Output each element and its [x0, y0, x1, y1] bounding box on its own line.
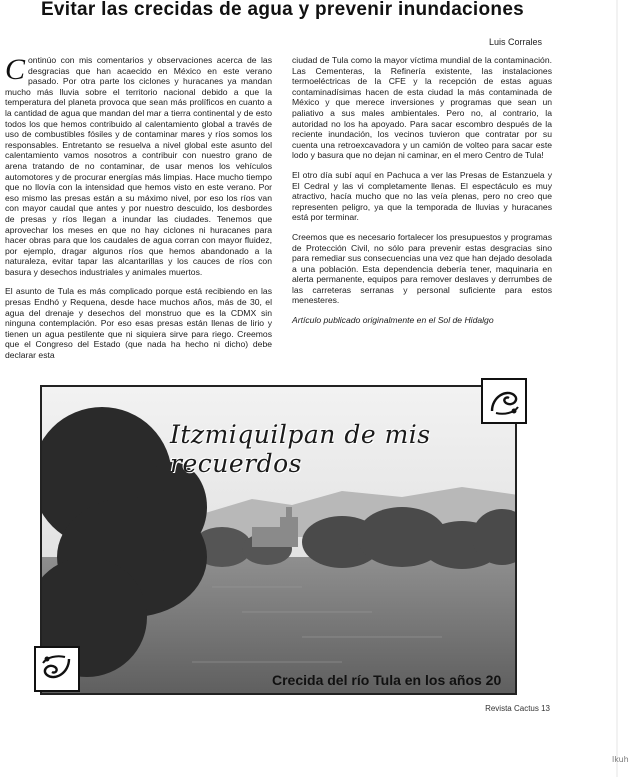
page-side-mark: lkuh	[612, 755, 629, 764]
left-column	[5, 55, 272, 361]
right-column	[292, 55, 552, 335]
floral-ornament-icon	[34, 646, 80, 692]
article-title: Evitar las crecidas de agua y prevenir inundaciones	[40, 0, 525, 20]
swirl-icon	[486, 383, 522, 419]
source-note: Artículo publicado originalmente en el Sol de Hidalgo	[292, 315, 494, 326]
paragraph-4: El otro día subí aquí en Pachuca a ver las Presas de Estanzuela y El Cedral y las vi completamente llenas. El espectáculo es muy atractivo, hacía mucho que no las veía plenas, pero no creo que representen peligro, ya que la temporada de lluvias y huracanes está por terminar.	[292, 169, 552, 223]
paragraph-1-text: ontinúo con mis comentarios y observaciones acerca de las desgracias que han acaecido en México en este verano pasado. Por otra parte los ciclones y huracanes ya mandan mucho más lluvia sobre el territorio nacional debido a que la temperatura del planeta provoca que sean más prolíficos en cuanto a la cantidad de agua que mandan del mar a tierra continental y de esto todos los que hemos contribuido al calentamiento global a través de uso de combustibles fósiles y de contaminar mares y ríos somos los responsables. Entretanto se resuelva a nivel global este asunto del calentamiento vamos nosotros a contribuir con nuestro grano de arena tratando de no contaminar, de usar menos los vehículos automotores y de procurar energías más limpias. Hace mucho tiempo que no llovía con la intensidad que hemos visto en este verano. Por eso mismo las presas están a su máximo nivel, por eso los ríos van con mayor caudal que antes y por nuestro descuido, los desbordes de presas y ríos llegan a inundar las ciudades. Tenemos que aprovechar los meses en que no hay ciclones ni huracanes para hacer obras para que los caudales de agua corran con mayor fluidez, por ejemplo, dragar algunos ríos que hemos abandonado a la naturaleza, evitar tapar las alcantarillas y los cauces de ríos con basura y desechos industriales y animales muertos.	[5, 55, 272, 277]
magazine-footer: Revista Cactus 13	[485, 704, 550, 713]
floral-ornament-icon	[481, 378, 527, 424]
paragraph-3: ciudad de Tula como la mayor víctima mundial de la contaminación. Las Cementeras, la Refinería existente, las instalaciones termoeléctricas de la CFE y la recepción de estas aguas contaminadísimas hacen de esta ciudad la más contaminada de México y que merece inversiones y programas que sean un paliativo a sus males ambientales. Pero no, al contrario, la autoridad no los ha apoyado. Para sacar escombro después de la reciente inundación, los vecinos tuvieron que contratar por su cuenta una retroexcavadora y un camión de volteo para sacar este lodo y basura que no dejan ni caminar, en el mero Centro de Tula!	[292, 55, 552, 161]
page-edge-shade	[616, 0, 618, 777]
photo-caption: Crecida del río Tula en los años 20	[272, 672, 502, 688]
swirl-icon	[39, 651, 75, 687]
paragraph-2: El asunto de Tula es más complicado porque está recibiendo en las presas Endhó y Requena, desde hace muchos años, más de 30, el agua del drenaje y desechos del monstruo que es la CDMX sin ninguna contemplación. Por eso esas presas están llenas de lirio y tienen un agua pestilente que ni siquiera sirve para riego. Creemos que el Congreso del Estado (que nada ha hecho ni dicho) debe declarar esta	[5, 286, 272, 361]
drop-cap: C	[5, 53, 26, 86]
paragraph-5: Creemos que es necesario fortalecer los presupuestos y programas de Protección Civil, no sólo para prevenir estas desgracias sino para remediar sus consecuencias una vez que han dejado desolada a una población. Esta dependencia debería tener, maquinaria en alerta permanente, equipos para remover deslaves y derrumbes de las carreteras serranas y personal suficiente para estos menesteres.	[292, 231, 552, 306]
photo-overlay-title: Itzmiquilpan de mis recuerdos	[170, 420, 431, 478]
article-author: Luis Corrales	[488, 37, 542, 47]
paragraph-1	[5, 55, 272, 277]
